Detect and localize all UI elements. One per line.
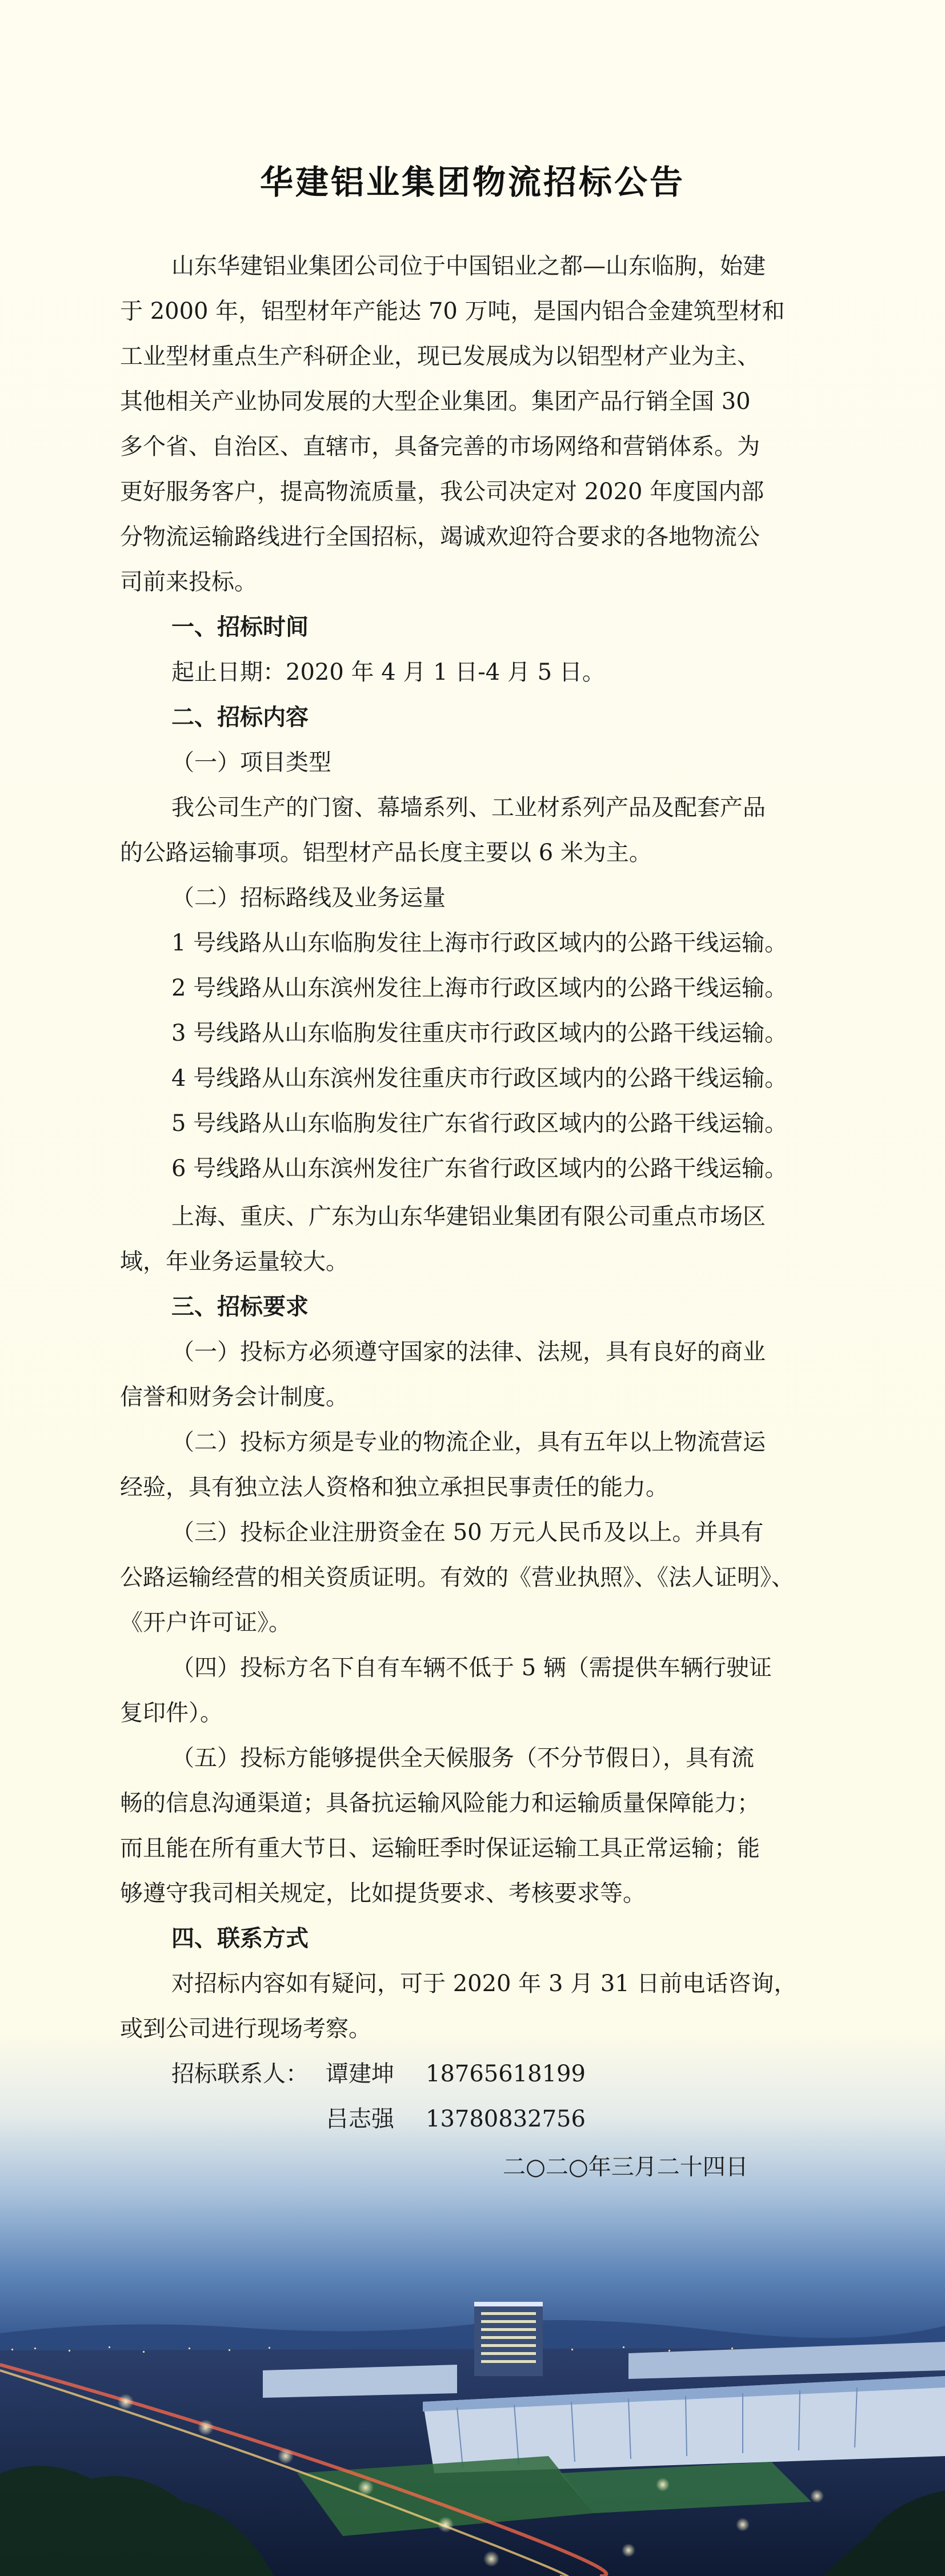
- contact-label: 招标联系人：: [171, 2061, 309, 2087]
- market-note: 域，年业务运量较大。: [120, 1249, 349, 1275]
- route-item: 1 号线路从山东临朐发往上海市行政区域内的公路干线运输。: [171, 930, 788, 956]
- route-item: 2 号线路从山东滨州发往上海市行政区域内的公路干线运输。: [171, 975, 788, 1001]
- project-type-text: 的公路运输事项。铝型材产品长度主要以 6 米为主。: [120, 840, 652, 866]
- contact-text: 对招标内容如有疑问，可于 2020 年 3 月 31 日前电话咨询，: [171, 1971, 797, 1997]
- requirement-1: 信誉和财务会计制度。: [120, 1384, 349, 1410]
- intro-line: 司前来投标。: [120, 569, 257, 595]
- route-item: 4 号线路从山东滨州发往重庆市行政区域内的公路干线运输。: [171, 1065, 788, 1092]
- route-item: 3 号线路从山东临朐发往重庆市行政区域内的公路干线运输。: [171, 1020, 788, 1046]
- requirement-2: （二）投标方须是专业的物流企业，具有五年以上物流营运: [171, 1429, 766, 1455]
- intro-line: 山东华建铝业集团公司位于中国铝业之都—山东临朐，始建: [171, 253, 766, 279]
- route-item: 6 号线路从山东滨州发往广东省行政区域内的公路干线运输。: [171, 1155, 788, 1182]
- intro-line: 多个省、自治区、直辖市，具备完善的市场网络和营销体系。为: [120, 434, 760, 460]
- intro-line: 其他相关产业协同发展的大型企业集团。集团产品行销全国 30: [120, 388, 751, 415]
- contact-name: 谭建坤: [326, 2061, 394, 2087]
- contact-phone: 13780832756: [426, 2106, 586, 2132]
- requirement-4: （四）投标方名下自有车辆不低于 5 辆（需提供车辆行驶证: [171, 1655, 772, 1681]
- section-heading-time: 一、招标时间: [171, 613, 309, 640]
- requirement-3: 公路运输经营的相关资质证明。有效的《营业执照》、《法人证明》、: [120, 1564, 794, 1591]
- requirement-3: （三）投标企业注册资金在 50 万元人民币及以上。并具有: [171, 1519, 764, 1546]
- announcement-date: 二○二○年三月二十四日: [503, 2154, 748, 2180]
- requirement-5: （五）投标方能够提供全天候服务（不分节假日），具有流: [171, 1745, 754, 1771]
- requirement-5: 而且能在所有重大节日、运输旺季时保证运输工具正常运输；能: [120, 1835, 760, 1861]
- contact-text: 或到公司进行现场考察。: [120, 2016, 371, 2042]
- section-heading-requirements: 三、招标要求: [171, 1293, 309, 1320]
- intro-line: 分物流运输路线进行全国招标，竭诚欢迎符合要求的各地物流公: [120, 524, 760, 550]
- project-type-text: 我公司生产的门窗、幕墙系列、工业材系列产品及配套产品: [171, 795, 766, 821]
- subheading-routes: （二）招标路线及业务运量: [171, 885, 446, 911]
- contact-name: 吕志强: [326, 2106, 394, 2132]
- requirement-3: 《开户许可证》。: [120, 1610, 291, 1636]
- market-note: 上海、重庆、广东为山东华建铝业集团有限公司重点市场区: [171, 1203, 766, 1230]
- route-item: 5 号线路从山东临朐发往广东省行政区域内的公路干线运输。: [171, 1110, 788, 1137]
- contact-phone: 18765618199: [426, 2061, 586, 2087]
- requirement-1: （一）投标方必须遵守国家的法律、法规，具有良好的商业: [171, 1339, 766, 1365]
- section-heading-contact: 四、联系方式: [171, 1925, 309, 1952]
- intro-line: 更好服务客户，提高物流质量，我公司决定对 2020 年度国内部: [120, 479, 764, 505]
- bid-period: 起止日期：2020 年 4 月 1 日-4 月 5 日。: [171, 659, 605, 685]
- page-title: 华建铝业集团物流招标公告: [259, 163, 685, 202]
- requirement-4: 复印件）。: [120, 1700, 223, 1726]
- intro-line: 于 2000 年，铝型材年产能达 70 万吨，是国内铝合金建筑型材和: [120, 298, 785, 324]
- requirement-5: 够遵守我司相关规定，比如提货要求、考核要求等。: [120, 1880, 646, 1907]
- requirement-2: 经验，具有独立法人资格和独立承担民事责任的能力。: [120, 1474, 668, 1500]
- requirement-5: 畅的信息沟通渠道；具备抗运输风险能力和运输质量保障能力；: [120, 1790, 760, 1816]
- section-heading-content: 二、招标内容: [171, 704, 309, 731]
- intro-line: 工业型材重点生产科研企业，现已发展成为以铝型材产业为主、: [120, 343, 760, 370]
- subheading-project-type: （一）项目类型: [171, 749, 331, 776]
